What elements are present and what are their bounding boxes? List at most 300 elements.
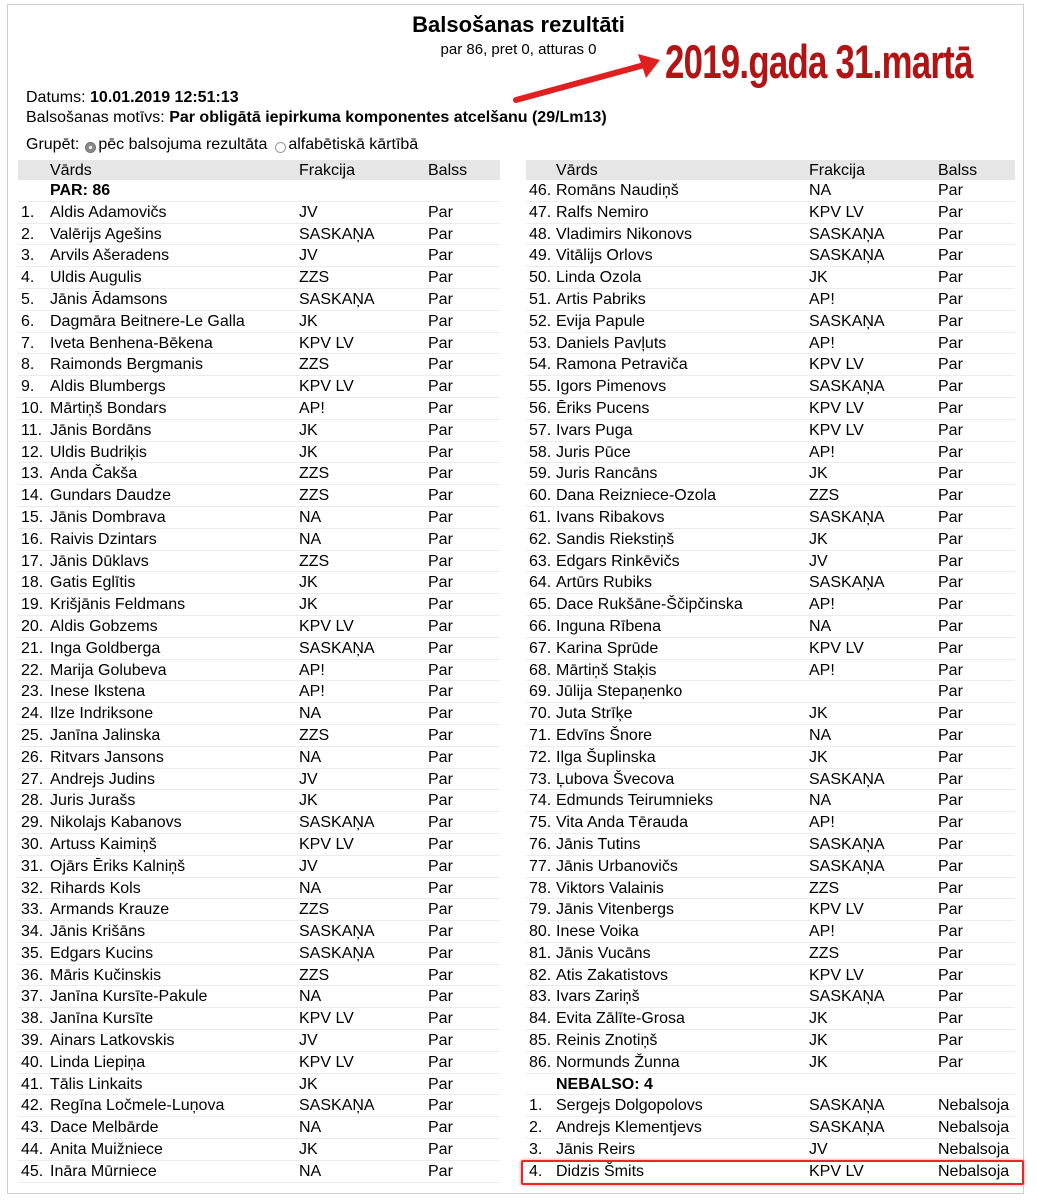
row-number: 22. [21, 661, 44, 679]
table-row [18, 245, 500, 267]
table-row [526, 376, 1015, 398]
header-name: Vārds [50, 162, 92, 179]
member-name: Jānis Ādamsons [50, 290, 168, 308]
row-number: 11. [21, 421, 43, 439]
row-number: 53. [529, 334, 552, 352]
vote: Par [428, 770, 453, 788]
table-row [526, 834, 1015, 856]
table-row [18, 747, 500, 769]
table-row [18, 1074, 500, 1096]
table-row [18, 442, 500, 464]
member-name: Jānis Dombrava [50, 508, 166, 526]
member-name: Tālis Linkaits [50, 1075, 143, 1093]
member-name: Ralfs Nemiro [556, 203, 649, 221]
row-number: 12. [21, 443, 44, 461]
member-name: Gatis Eglītis [50, 574, 136, 592]
member-name: Ilze Indriksone [50, 705, 154, 723]
row-number: 86. [529, 1053, 552, 1071]
table-row [18, 1161, 500, 1183]
row-number: 21. [21, 639, 44, 657]
table-row [526, 681, 1015, 703]
member-name: Jānis Urbanovičs [556, 857, 678, 875]
vote: Par [428, 574, 453, 592]
member-name: Ināra Mūrniece [50, 1162, 157, 1180]
faction: JK [809, 1010, 828, 1028]
faction: NA [299, 508, 322, 526]
row-number: 65. [529, 596, 552, 614]
group-label: PAR: 86 [50, 182, 111, 199]
row-number: 68. [529, 661, 552, 679]
vote: Par [938, 879, 963, 897]
table-row [18, 1139, 500, 1161]
annotation-arrow-icon [510, 50, 680, 110]
member-name: Dace Melbārde [50, 1119, 159, 1137]
row-number: 40. [21, 1053, 44, 1071]
vote: Par [428, 1162, 453, 1180]
faction: AP! [299, 661, 325, 679]
vote: Par [428, 705, 453, 723]
faction: ZZS [809, 879, 840, 897]
member-name: Iveta Benhena-Bēkena [50, 334, 213, 352]
table-row [526, 725, 1015, 747]
row-number: 63. [529, 552, 552, 570]
table-row [526, 442, 1015, 464]
table-row [18, 202, 500, 224]
vote: Par [938, 508, 963, 526]
table-row [526, 463, 1015, 485]
vote: Par [428, 835, 453, 853]
member-name: Mārtiņš Staķis [556, 661, 657, 679]
member-name: Reinis Znotiņš [556, 1032, 658, 1050]
vote: Par [938, 552, 963, 570]
row-number: 8. [21, 356, 35, 374]
row-number: 17. [21, 552, 44, 570]
member-name: Artuss Kaimiņš [50, 835, 157, 853]
table-row [18, 267, 500, 289]
row-number: 55. [529, 378, 552, 396]
vote: Par [428, 487, 453, 505]
table-row [18, 921, 500, 943]
table-row [526, 1095, 1015, 1117]
faction: SASKAŅA [809, 312, 885, 330]
faction: KPV LV [299, 1053, 354, 1071]
results-table-left [18, 160, 500, 1183]
member-name: Edgars Rinkēvičs [556, 552, 680, 570]
faction: ZZS [299, 966, 330, 984]
vote: Par [938, 988, 963, 1006]
faction: JK [299, 792, 318, 810]
table-row [526, 986, 1015, 1008]
faction: AP! [809, 290, 835, 308]
faction: ZZS [299, 356, 330, 374]
vote: Par [938, 966, 963, 984]
table-row [18, 986, 500, 1008]
faction: KPV LV [299, 835, 354, 853]
vote: Par [938, 748, 963, 766]
vote: Par [938, 356, 963, 374]
row-number: 6. [21, 312, 35, 330]
page-title: Balsošanas rezultāti [412, 12, 625, 37]
table-row [526, 638, 1015, 660]
vote-summary: par 86, pret 0, atturas 0 [440, 41, 597, 58]
member-name: Juta Strīķe [556, 705, 633, 723]
table-row [526, 660, 1015, 682]
member-name: Arvils Ašeradens [50, 247, 170, 265]
table-row [18, 507, 500, 529]
row-number: 48. [529, 225, 552, 243]
faction: KPV LV [809, 1162, 864, 1180]
member-name: Jānis Krišāns [50, 923, 146, 941]
row-number: 18. [21, 574, 44, 592]
radio-alphabetical[interactable] [275, 142, 286, 153]
faction: SASKAŅA [809, 378, 885, 396]
group-header-row [526, 1074, 1015, 1096]
vote: Par [938, 290, 963, 308]
group-option-alphabetical[interactable]: alfabētiskā kārtībā [288, 136, 419, 153]
table-row [18, 965, 500, 987]
member-name: Anita Muižniece [50, 1141, 163, 1159]
table-row [18, 856, 500, 878]
vote: Par [938, 312, 963, 330]
table-row [18, 289, 500, 311]
faction: SASKAŅA [809, 770, 885, 788]
member-name: Juris Jurašs [50, 792, 136, 810]
row-number: 34. [21, 923, 44, 941]
member-name: Romāns Naudiņš [556, 182, 679, 199]
row-number: 19. [21, 596, 44, 614]
member-name: Ivars Puga [556, 421, 633, 439]
vote: Par [938, 399, 963, 417]
vote: Par [428, 1053, 453, 1071]
row-number: 66. [529, 617, 552, 635]
member-name: Jānis Vucāns [556, 944, 651, 962]
member-name: Janīna Kursīte [50, 1010, 154, 1028]
faction: NA [809, 182, 832, 199]
member-name: Normunds Žunna [556, 1053, 680, 1071]
row-number: 26. [21, 748, 44, 766]
table-row [526, 245, 1015, 267]
faction: JK [299, 421, 318, 439]
vote: Par [428, 334, 453, 352]
vote: Par [428, 923, 453, 941]
vote: Par [938, 203, 963, 221]
faction: NA [299, 988, 322, 1006]
member-name: Jūlija Stepaņenko [556, 683, 683, 701]
member-name: Gundars Daudze [50, 487, 171, 505]
member-name: Karina Sprūde [556, 639, 659, 657]
vote: Par [938, 574, 963, 592]
table-row [18, 354, 500, 376]
faction: SASKAŅA [299, 225, 375, 243]
row-number: 13. [21, 465, 44, 483]
faction: SASKAŅA [299, 944, 375, 962]
faction: SASKAŅA [809, 574, 885, 592]
faction: ZZS [809, 944, 840, 962]
vote: Par [938, 465, 963, 483]
row-number: 69. [529, 683, 552, 701]
vote: Par [428, 879, 453, 897]
row-number: 37. [21, 988, 44, 1006]
faction: ZZS [299, 726, 330, 744]
member-name: Māris Kučinskis [50, 966, 162, 984]
vote: Par [428, 399, 453, 417]
table-row [18, 333, 500, 355]
table-row [18, 638, 500, 660]
faction: SASKAŅA [809, 247, 885, 265]
faction: JK [809, 1032, 828, 1050]
member-name: Aldis Gobzems [50, 617, 158, 635]
group-option-result[interactable]: pēc balsojuma rezultāta [98, 136, 268, 153]
vote: Par [428, 225, 453, 243]
faction: JV [299, 203, 318, 221]
member-name: Vita Anda Tērauda [556, 814, 688, 832]
member-name: Raimonds Bergmanis [50, 356, 203, 374]
faction: JK [809, 748, 828, 766]
vote: Par [428, 1141, 453, 1159]
table-row [526, 311, 1015, 333]
table-row [526, 420, 1015, 442]
results-table-right [526, 160, 1015, 1183]
row-number: 2. [21, 225, 35, 243]
faction: JK [809, 705, 828, 723]
row-number: 31. [21, 857, 44, 875]
row-number: 9. [21, 378, 35, 396]
table-row [526, 790, 1015, 812]
row-number: 81. [529, 944, 552, 962]
row-number: 41. [21, 1075, 44, 1093]
faction: ZZS [299, 487, 330, 505]
highlight-box [521, 1160, 1024, 1185]
vote: Par [428, 552, 453, 570]
row-number: 44. [21, 1141, 44, 1159]
faction: SASKAŅA [299, 290, 375, 308]
member-name: Evija Papule [556, 312, 645, 330]
faction: NA [299, 1119, 322, 1137]
row-number: 38. [21, 1010, 44, 1028]
member-name: Ojārs Ēriks Kalniņš [50, 857, 186, 875]
vote: Par [428, 443, 453, 461]
row-number: 82. [529, 966, 552, 984]
member-name: Daniels Pavļuts [556, 334, 667, 352]
member-name: Jānis Vitenbergs [556, 901, 674, 919]
member-name: Nikolajs Kabanovs [50, 814, 182, 832]
table-row [526, 943, 1015, 965]
member-name: Edgars Kucins [50, 944, 154, 962]
table-row [526, 812, 1015, 834]
faction: SASKAŅA [809, 225, 885, 243]
vote: Par [938, 421, 963, 439]
member-name: Vladimirs Nikonovs [556, 225, 693, 243]
vote: Par [938, 835, 963, 853]
faction: ZZS [299, 901, 330, 919]
table-row [18, 551, 500, 573]
member-name: Juris Rancāns [556, 465, 658, 483]
row-number: 83. [529, 988, 552, 1006]
table-row [526, 747, 1015, 769]
faction: SASKAŅA [299, 814, 375, 832]
faction: KPV LV [809, 966, 864, 984]
vote: Par [938, 792, 963, 810]
member-name: Ritvars Jansons [50, 748, 164, 766]
vote: Par [428, 312, 453, 330]
row-number: 2. [529, 1119, 543, 1137]
row-number: 27. [21, 770, 44, 788]
table-row [18, 681, 500, 703]
member-name: Ivans Ribakovs [556, 508, 665, 526]
table-row [526, 398, 1015, 420]
table-row [18, 529, 500, 551]
row-number: 62. [529, 530, 552, 548]
row-number: 10. [21, 399, 44, 417]
vote: Par [428, 748, 453, 766]
faction: ZZS [809, 487, 840, 505]
table-row [526, 856, 1015, 878]
table-row [18, 703, 500, 725]
member-name: Ēriks Pucens [556, 399, 650, 417]
row-number: 42. [21, 1097, 44, 1115]
motive-line [26, 109, 607, 127]
row-number: 70. [529, 705, 552, 723]
row-number: 72. [529, 748, 552, 766]
faction: JK [299, 1141, 318, 1159]
vote: Par [428, 683, 453, 701]
member-name: Aldis Adamovičs [50, 203, 167, 221]
header-vote: Balss [428, 162, 468, 179]
member-name: Dagmāra Beitnere-Le Galla [50, 312, 245, 330]
faction: SASKAŅA [809, 508, 885, 526]
table-row [526, 769, 1015, 791]
motive-label: Balsošanas motīvs: [26, 109, 165, 126]
member-name: Jānis Dūklavs [50, 552, 149, 570]
row-number: 50. [529, 269, 552, 287]
member-name: Edmunds Teirumnieks [556, 792, 714, 810]
member-name: Ainars Latkovskis [50, 1032, 175, 1050]
member-name: Linda Liepiņa [50, 1053, 146, 1071]
table-row [18, 1030, 500, 1052]
member-name: Mārtiņš Bondars [50, 399, 167, 417]
faction: SASKAŅA [299, 639, 375, 657]
faction: JV [809, 1141, 828, 1159]
member-name: Rihards Kols [50, 879, 141, 897]
faction: AP! [299, 399, 325, 417]
faction: NA [299, 705, 322, 723]
member-name: Ļubova Švecova [556, 770, 675, 788]
row-number: 85. [529, 1032, 552, 1050]
vote: Par [938, 225, 963, 243]
vote: Par [938, 334, 963, 352]
vote: Nebalsoja [938, 1141, 1010, 1159]
header-name: Vārds [556, 162, 598, 179]
table-row [18, 812, 500, 834]
member-name: Juris Pūce [556, 443, 631, 461]
vote: Par [428, 508, 453, 526]
member-name: Andrejs Judins [50, 770, 155, 788]
table-row [526, 921, 1015, 943]
row-number: 32. [21, 879, 44, 897]
row-number: 23. [21, 683, 44, 701]
vote: Par [428, 792, 453, 810]
table-row [18, 224, 500, 246]
table-row [526, 267, 1015, 289]
vote: Par [938, 770, 963, 788]
row-number: 35. [21, 944, 44, 962]
row-number: 51. [529, 290, 552, 308]
faction: KPV LV [299, 1010, 354, 1028]
faction: ZZS [299, 552, 330, 570]
row-number: 46. [529, 182, 552, 199]
faction: KPV LV [299, 378, 354, 396]
table-row [526, 354, 1015, 376]
header-faction: Frakcija [299, 162, 356, 179]
table-row [18, 899, 500, 921]
table-row [18, 943, 500, 965]
row-number: 3. [529, 1141, 543, 1159]
member-name: Regīna Ločmele-Luņova [50, 1097, 225, 1115]
faction: JK [809, 530, 828, 548]
table-row [18, 1095, 500, 1117]
row-number: 49. [529, 247, 552, 265]
row-number: 1. [529, 1097, 543, 1115]
vote: Par [428, 966, 453, 984]
row-number: 59. [529, 465, 552, 483]
date-label: Datums: [26, 89, 86, 106]
row-number: 16. [21, 530, 44, 548]
member-name: Raivis Dzintars [50, 530, 157, 548]
faction: JK [299, 443, 318, 461]
table-row [18, 1117, 500, 1139]
member-name: Andrejs Klementjevs [556, 1119, 702, 1137]
member-name: Janīna Kursīte-Pakule [50, 988, 208, 1006]
vote: Par [428, 203, 453, 221]
vote: Par [938, 944, 963, 962]
row-number: 24. [21, 705, 44, 723]
vote: Par [938, 530, 963, 548]
faction: ZZS [299, 269, 330, 287]
row-number: 74. [529, 792, 552, 810]
vote: Par [938, 661, 963, 679]
table-row [526, 616, 1015, 638]
faction: SASKAŅA [809, 835, 885, 853]
vote: Par [938, 247, 963, 265]
vote: Par [428, 269, 453, 287]
member-name: Viktors Valainis [556, 879, 664, 897]
vote: Par [428, 596, 453, 614]
member-name: Uldis Augulis [50, 269, 142, 287]
table-row [18, 311, 500, 333]
faction: NA [809, 792, 832, 810]
table-header [18, 160, 500, 180]
date-value: 10.01.2019 12:51:13 [90, 89, 239, 106]
member-name: Uldis Budriķis [50, 443, 147, 461]
table-row [18, 1052, 500, 1074]
vote: Par [428, 988, 453, 1006]
vote: Par [938, 923, 963, 941]
vote: Par [938, 443, 963, 461]
vote: Par [938, 683, 963, 701]
row-number: 5. [21, 290, 35, 308]
faction: JV [299, 770, 318, 788]
faction: KPV LV [809, 399, 864, 417]
row-number: 43. [21, 1119, 44, 1137]
table-row [526, 551, 1015, 573]
table-row [526, 1117, 1015, 1139]
faction: JV [809, 552, 828, 570]
vote: Par [938, 639, 963, 657]
radio-by-result[interactable] [85, 142, 96, 153]
table-row [526, 224, 1015, 246]
vote: Par [428, 421, 453, 439]
row-number: 7. [21, 334, 35, 352]
